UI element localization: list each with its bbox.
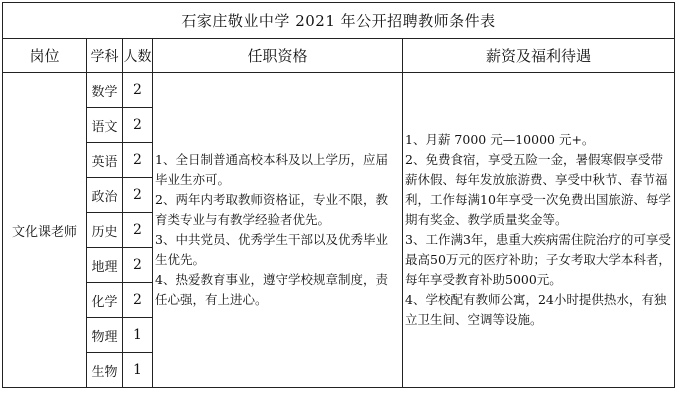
requirement-item: 2、两年内考取教师资格证，专业不限，教育类专业与有教学经验者优先。 (155, 192, 388, 227)
salary-item: 2、免费食宿，享受五险一金，暑假寒假享受带薪休假、每年发放旅游费、享受中秋节、春节福利，工作每满10年享受一次免费出国旅游、每学期有奖金、教学质量奖金等。 (405, 152, 671, 227)
count-cell: 2 (123, 283, 153, 318)
subject-cell: 语文 (87, 108, 123, 143)
count-cell: 2 (123, 213, 153, 248)
requirement-item: 3、中共党员、优秀学生干部以及优秀毕业生优先。 (155, 232, 388, 267)
requirements-cell (153, 73, 403, 388)
salary-item: 1、月薪 7000 元—10000 元+。 (405, 132, 595, 147)
count-cell: 2 (123, 178, 153, 213)
count-cell: 1 (123, 318, 153, 353)
count-cell: 1 (123, 353, 153, 388)
salary-item: 4、学校配有教师公寓，24小时提供热水，有独立卫生间、空调等设施。 (405, 292, 667, 327)
subject-cell: 生物 (87, 353, 123, 388)
count-cell: 2 (123, 73, 153, 108)
subject-cell: 英语 (87, 143, 123, 178)
salary-cell (403, 73, 675, 388)
header-subject: 学科 (87, 39, 123, 73)
header-salary: 薪资及福利待遇 (403, 39, 675, 73)
header-count: 人数 (123, 39, 153, 73)
requirement-item: 1、全日制普通高校本科及以上学历，应届毕业生亦可。 (155, 152, 388, 187)
requirement-item: 4、热爱教育事业，遵守学校规章制度，责任心强，有上进心。 (155, 272, 388, 307)
subject-cell: 物理 (87, 318, 123, 353)
subject-cell: 化学 (87, 283, 123, 318)
subject-cell: 数学 (87, 73, 123, 108)
table-title: 石家庄敬业中学 2021 年公开招聘教师条件表 (3, 3, 675, 39)
header-position: 岗位 (3, 39, 87, 73)
recruitment-table (2, 2, 675, 388)
count-cell: 2 (123, 108, 153, 143)
salary-item: 3、工作满3年，患重大疾病需住院治疗的可享受最高50万元的医疗补助；子女考取大学本科者，每年享受教育补助5000元。 (405, 232, 671, 287)
subject-cell: 政治 (87, 178, 123, 213)
header-requirements: 任职资格 (153, 39, 403, 73)
subject-cell: 历史 (87, 213, 123, 248)
table-row (3, 73, 675, 108)
count-cell: 2 (123, 143, 153, 178)
subject-cell: 地理 (87, 248, 123, 283)
position-cell: 文化课老师 (3, 73, 87, 388)
count-cell: 2 (123, 248, 153, 283)
